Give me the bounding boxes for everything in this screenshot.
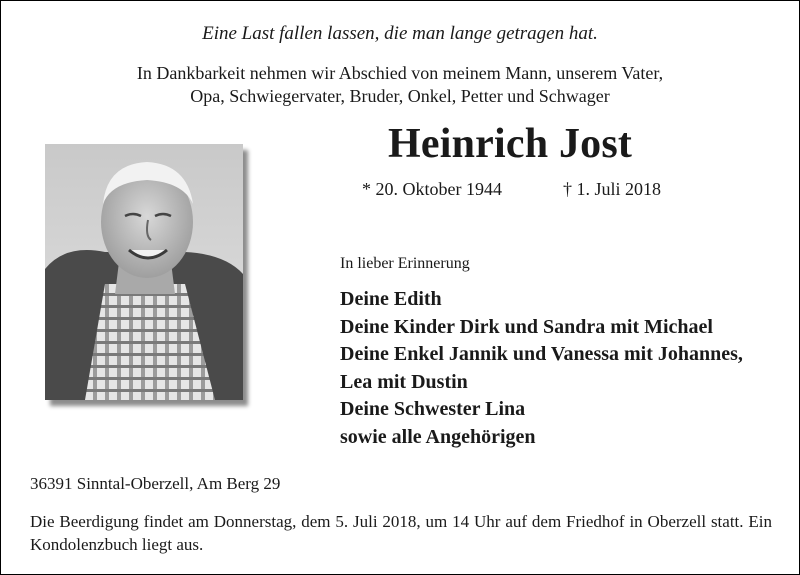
funeral-info: Die Beerdigung findet am Donnerstag, dem 5. Juli 2018, um 14 Uhr auf dem Friedhof in Oberzell statt. Ein Kondolenzbuch liegt aus. xyxy=(30,512,772,554)
mourner-line: Deine Enkel Jannik und Vanessa mit Johannes, xyxy=(340,343,743,365)
mourner-line: Lea mit Dustin xyxy=(340,370,468,393)
mourner-line: Deine Schwester Lina xyxy=(340,398,526,420)
portrait-photo xyxy=(45,144,243,400)
intro-line: Opa, Schwiegervater, Bruder, Onkel, Petter und Schwager xyxy=(190,86,610,106)
death-date: † 1. Juli 2018 xyxy=(563,179,662,199)
mourner-line: Deine Edith xyxy=(340,288,442,310)
intro-line: In Dankbarkeit nehmen wir Abschied von meinem Mann, unserem Vater, xyxy=(136,63,664,83)
motto: Eine Last fallen lassen, die man lange getragen hat. xyxy=(202,23,598,44)
memory-label: In lieber Erinnerung xyxy=(340,255,470,272)
address: 36391 Sinntal-Oberzell, Am Berg 29 xyxy=(30,474,281,493)
mourner-line: sowie alle Angehörigen xyxy=(340,425,536,448)
deceased-name: Heinrich Jost xyxy=(388,121,633,167)
intro-text xyxy=(0,62,800,108)
mourner-line: Deine Kinder Dirk und Sandra mit Michael xyxy=(340,315,713,338)
mourners-list xyxy=(340,286,743,451)
birth-date: * 20. Oktober 1944 xyxy=(362,179,502,199)
